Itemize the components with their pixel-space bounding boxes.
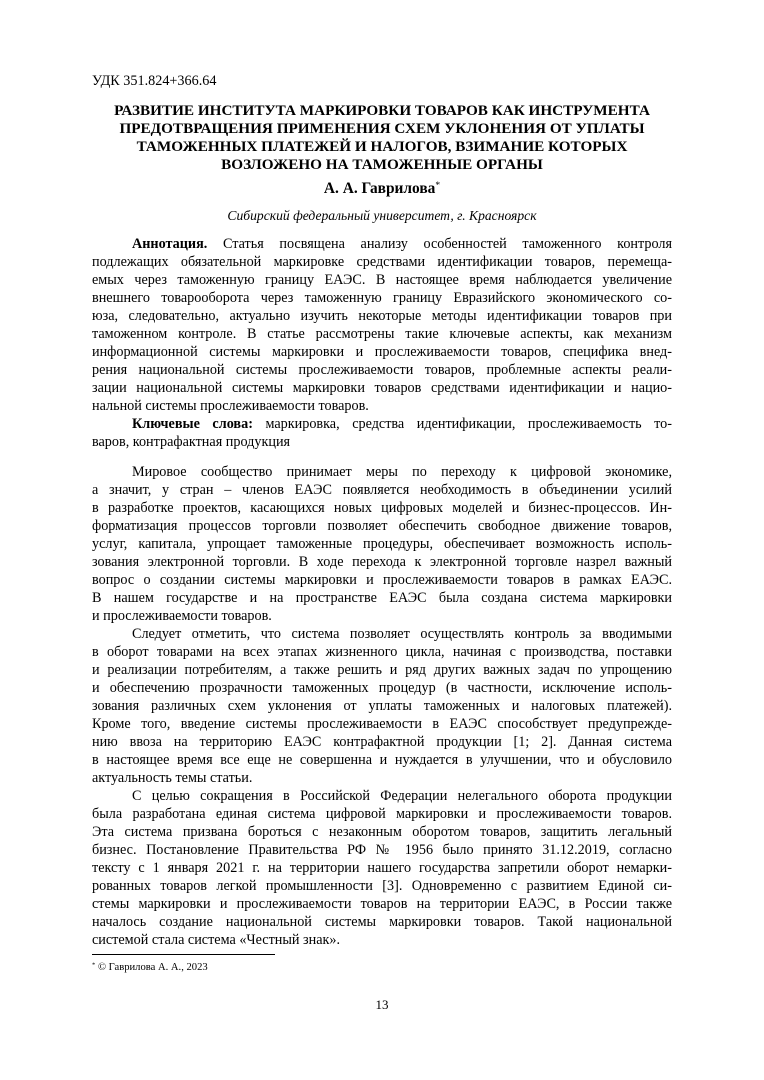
body-line: системой стала система «Честный знак». — [92, 932, 341, 948]
keywords-line: варов, контрафактная продукция — [92, 434, 291, 450]
author-name: А. А. Гаврилова — [323, 180, 436, 197]
title-line: ПРЕДОТВРАЩЕНИЯ ПРИМЕНЕНИЯ СХЕМ УКЛОНЕНИЯ ОТ УПЛАТЫ — [119, 120, 645, 137]
body-line: а значит, у стран – членов ЕАЭС появляется необходимость в объединении усилий — [92, 482, 672, 498]
body-line: тексту с 1 января 2021 г. на территории нашего государства запретили оборот немарки- — [92, 860, 672, 876]
body-line: Мировое сообщество принимает меры по переходу к цифровой экономике, — [132, 464, 672, 480]
body-line: зования различных схем уклонения от уплаты таможенных и налоговых платежей). — [92, 698, 672, 714]
abstract-line: зации национальной системы маркировки товаров средствами идентификации и нацио- — [92, 380, 672, 396]
footnote-mark: * — [92, 961, 96, 969]
body-line: зования электронной торговли. В ходе перехода к электронной торговле назрел важный — [92, 554, 672, 570]
body-line: и обеспечению прозрачности таможенных процедур (в частности, исключение исполь- — [92, 680, 672, 696]
body-line: в разработке проектов, касающихся новых цифровых моделей и бизнес-процессов. Ин- — [92, 500, 672, 516]
title-line: РАЗВИТИЕ ИНСТИТУТА МАРКИРОВКИ ТОВАРОВ КАК ИНСТРУМЕНТА — [114, 102, 650, 119]
affiliation: Сибирский федеральный университет, г. Красноярск — [227, 208, 537, 223]
title-line: ТАМОЖЕННЫХ ПЛАТЕЖЕЙ И НАЛОГОВ, ВЗИМАНИЕ КОТОРЫХ — [136, 138, 628, 155]
body-line: рованных товаров легкой промышленности [3]. Одновременно с развитием Единой си- — [92, 878, 672, 894]
abstract-line: подлежащих обязательной маркировке средствами идентификации товаров, перемеща- — [92, 254, 672, 270]
keywords-label: Ключевые слова: — [132, 416, 253, 432]
footnote — [92, 961, 208, 975]
abstract-label: Аннотация. — [132, 236, 208, 252]
body-paragraph — [92, 625, 672, 787]
body-line: была разработана единая система цифровой маркировки и прослеживаемости товаров. — [92, 806, 672, 822]
abstract-line — [92, 235, 672, 253]
body-line: и реализации потребителям, а также решить и ряд других важных задач по упрощению — [92, 662, 672, 678]
udk-code: УДК 351.824+366.64 — [92, 73, 217, 89]
abstract-first-line: Статья посвящена анализу особенностей таможенного контроля — [222, 236, 672, 252]
body-line: С целью сокращения в Российской Федерации нелегального оборота продукции — [132, 788, 672, 804]
abstract-line: информационной системы маркировки и прослеживаемости товаров, специфика внед- — [92, 344, 672, 360]
body-line: нию ввоза на территорию ЕАЭС контрафактной продукции [1; 2]. Данная система — [92, 734, 672, 750]
body-line: началось создание национальной системы маркировки товаров. Такой национальной — [92, 914, 672, 930]
body-line: актуальность темы статьи. — [92, 770, 253, 786]
author — [92, 180, 672, 198]
body-line: стемы маркировки и прослеживаемости товаров на территории ЕАЭС, в России также — [92, 896, 672, 912]
footnote-rule — [92, 954, 275, 955]
body-line: вопрос о создании системы маркировки и прослеживаемости товаров в рамках ЕАЭС. — [92, 572, 672, 588]
abstract-line: внешнего товарооборота через таможенную границу Евразийского экономического со- — [92, 290, 672, 306]
body-line: Кроме того, введение системы прослеживаемости в ЕАЭС способствует предупрежде- — [92, 716, 672, 732]
body-line: форматизация процессов торговли позволяет обеспечить свободное движение товаров, — [92, 518, 672, 534]
body-text — [92, 463, 672, 949]
title-line: ВОЗЛОЖЕНО НА ТАМОЖЕННЫЕ ОРГАНЫ — [221, 156, 543, 173]
article-title — [92, 102, 672, 174]
body-line: В нашем государстве и на пространстве ЕАЭС была создана система маркировки — [92, 590, 672, 606]
body-line: и прослеживаемости товаров. — [92, 608, 272, 624]
abstract-line: рения национальной системы прослеживаемости товаров, проблемные аспекты реали- — [92, 362, 672, 378]
body-paragraph — [92, 463, 672, 625]
page-number: 13 — [375, 997, 389, 1012]
author-footnote-mark: * — [435, 179, 441, 191]
footnote-text: © Гаврилова А. А., 2023 — [97, 962, 208, 973]
body-line: в оборот товарами на всех этапах жизненного цикла, начиная с производства, поставки — [92, 644, 672, 660]
body-line: услуг, капитала, упрощает таможенные процедуры, обеспечивает возможность исполь- — [92, 536, 672, 552]
abstract-line: емых через таможенную границу ЕАЭС. В настоящее время наблюдается увеличение — [92, 272, 672, 288]
abstract-line: нальной системы прослеживаемости товаров. — [92, 398, 369, 414]
body-line: бизнес. Постановление Правительства РФ № 1956 было принято 31.12.2019, согласно — [92, 842, 672, 858]
body-paragraph — [92, 787, 672, 949]
body-line: Следует отметить, что система позволяет осуществлять контроль за вводимыми — [132, 626, 672, 642]
abstract — [92, 235, 672, 451]
abstract-line: юза, следовательно, актуально изучить некоторые методы идентификации товаров при — [92, 308, 672, 324]
body-line: Эта система призвана бороться с незаконным оборотом товаров, защитить легальный — [92, 824, 672, 840]
abstract-line: таможенном контроле. В статье рассмотрены такие ключевые аспекты, как механизм — [92, 326, 672, 342]
keywords-first-line: маркировка, средства идентификации, прослеживаемость то- — [265, 416, 672, 432]
keywords-line — [92, 415, 672, 433]
body-line: в настоящее время все еще не совершенна и нуждается в улучшении, что и обусловило — [92, 752, 672, 768]
